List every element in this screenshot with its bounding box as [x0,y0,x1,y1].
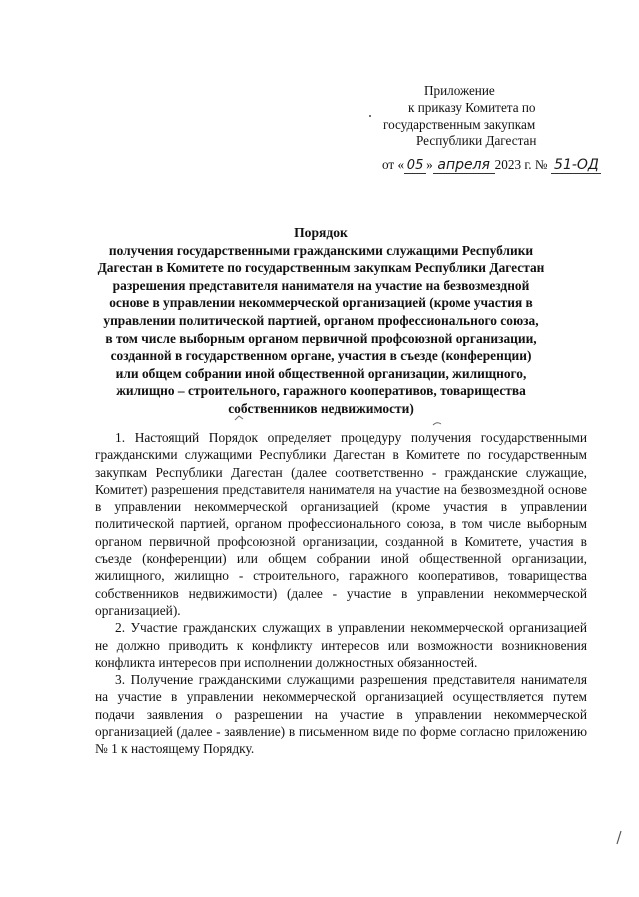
order-prefix: от « [382,157,405,172]
title-line: или общем собрании иной общественной организации, жилищного, [115,365,527,381]
appendix-line-4: Республики Дагестан [416,133,537,149]
title-line: разрешения представителя нанимателя на участие на безвозмездной [112,277,530,293]
scan-speck [432,421,442,427]
title-line: получения государственными гражданскими служащими Республики [108,242,534,258]
order-month-handwritten: апреля [433,157,495,174]
title-line: Дагестан в Комитете по государственным закупкам Республики Дагестан [97,260,545,276]
appendix-block [380,83,580,150]
order-number-handwritten: 51-ОД [551,157,601,174]
scan-speck [234,414,244,422]
paragraph-2: 2. Участие гражданских служащих в управлении некоммерческой организацией не должно приводить к конфликту интересов или возможности возникновения конфликта интересов при исполнении должностных обязанностей. [95,620,587,670]
title-line: жилищно – строительного, гаражного кооперативов, товарищества [116,383,526,399]
document-title [60,224,582,418]
scan-speck [367,113,373,119]
paragraph-3: 3. Получение гражданскими служащими разрешения представителя нанимателя на участие в управлении некоммерческой организацией осуществляется путем подачи заявления о разрешении на участие в управлении некоммерческой организацией (далее - заявление) в письменном виде по форме согласно приложению № 1 к настоящему Порядку. [95,672,587,757]
title-heading: Порядок [294,225,348,240]
order-day-handwritten: 05 [404,158,426,174]
title-line: в том числе выборным органом первичной профсоюзной организации, [105,330,537,346]
title-line: собственников недвижимости) [228,400,414,416]
document-body [95,429,587,758]
scan-speck [614,830,624,846]
order-date-line [382,157,601,174]
title-line: созданной в государственном органе, участия в съезде (конференции) [110,348,532,364]
title-line: управлении политической партией, органом профессионального союза, [103,312,539,328]
appendix-line-1: Приложение [424,83,495,98]
appendix-line-3: государственным закупкам [383,116,536,132]
order-day-close: » [426,157,433,172]
appendix-line-2: к приказу Комитета по [408,99,536,115]
paragraph-1: 1. Настоящий Порядок определяет процедуру получения государственными гражданскими служащими Республики Дагестан в Комитете по государственным закупкам Республики Дагестан (далее соответственно - гражданские служащие, Комитет) разрешения представителя нанимателя на участие на безвозмездной основе в управлении некоммерческой организацией (кроме участия в управлении политической партией, органом профессионального союза, в том числе выборным органом первичной профсоюзной организации, созданной в Комитете, участия в съезде (конференции) или общем собрании иной общественной организации, жилищного, жилищно - строительного, гаражного кооперативов, товарищества собственников недвижимости) (далее - участие в управлении некоммерческой организацией). [95,430,587,618]
order-year-text: 2023 г. № [494,157,548,172]
title-line: основе в управлении некоммерческой организацией (кроме участия в [109,295,533,311]
